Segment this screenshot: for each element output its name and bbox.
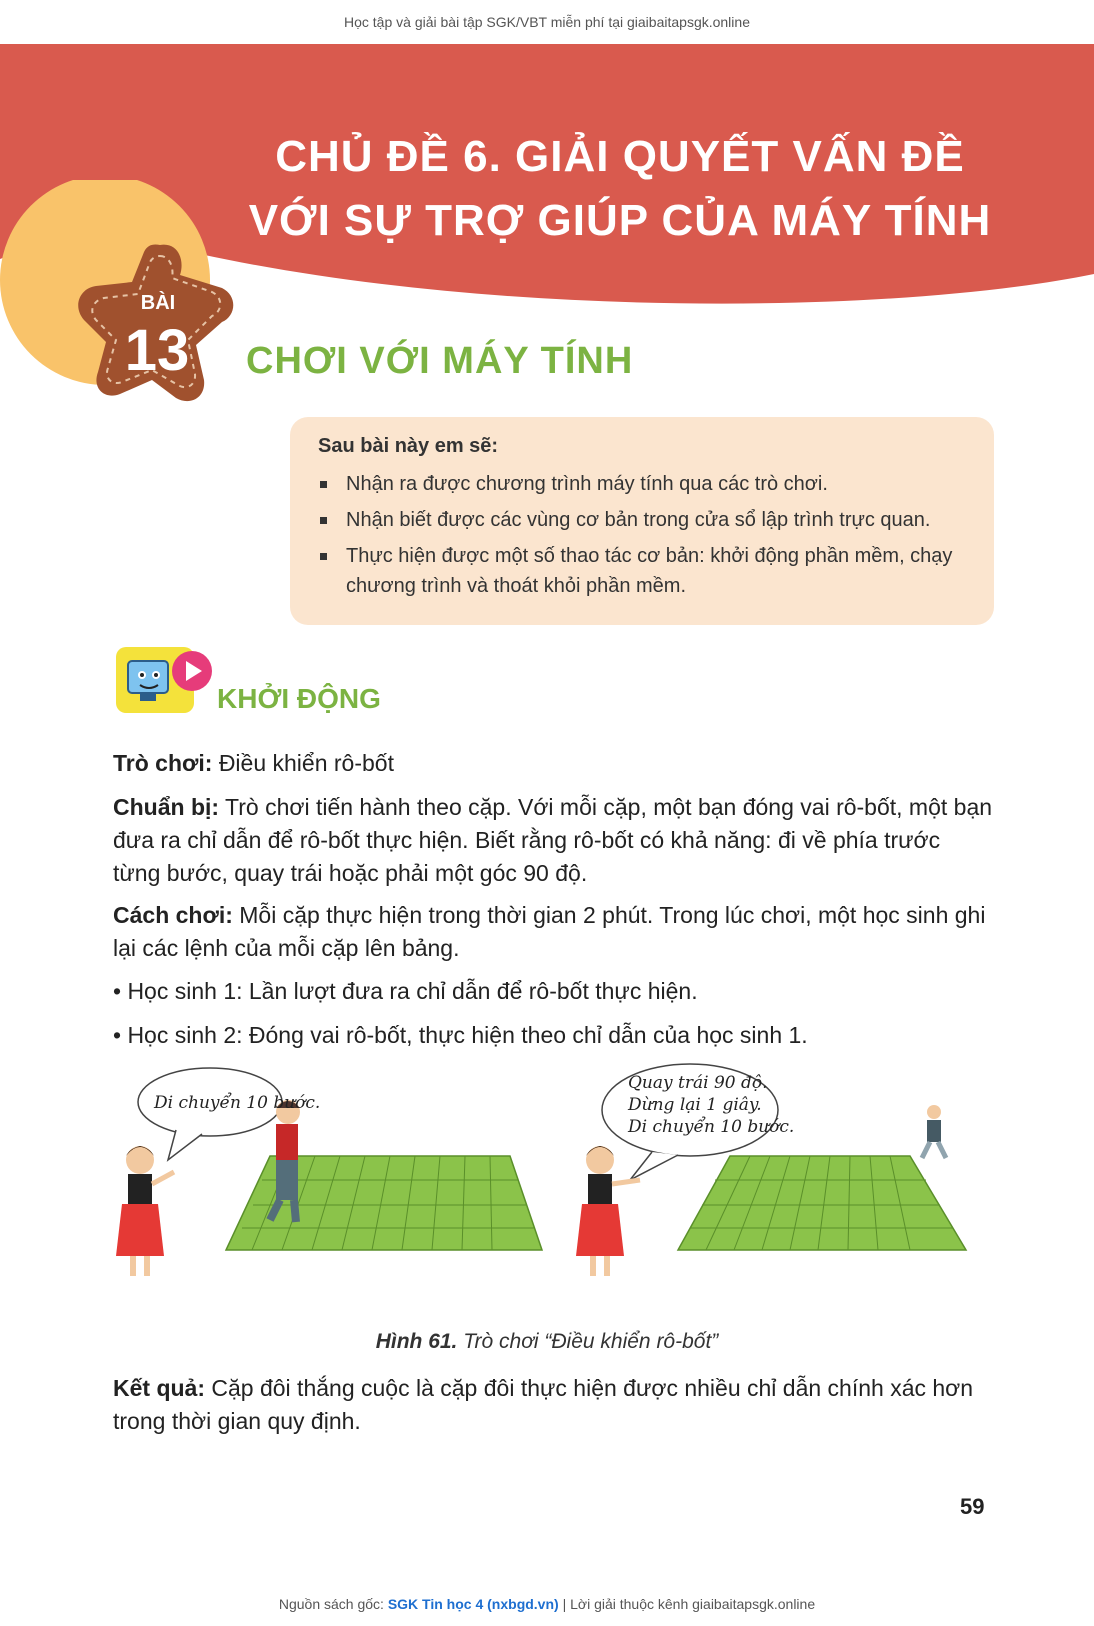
footer-note <box>0 1596 1094 1612</box>
result-paragraph <box>113 1372 993 1438</box>
objectives-list <box>318 469 978 607</box>
objective-item: Thực hiện được một số thao tác cơ bản: khởi động phần mềm, chạy chương trình và thoát khỏi phần mềm. <box>318 541 978 601</box>
chapter-title-line2: VỚI SỰ TRỢ GIÚP CỦA MÁY TÍNH <box>248 196 992 245</box>
speech-bubble-left: Di chuyển 10 bước. <box>154 1093 321 1113</box>
computer-mascot-icon <box>110 643 220 723</box>
result-text: Cặp đôi thắng cuộc là cặp đôi thực hiện được nhiều chỉ dẫn chính xác hơn trong thời gian quy định. <box>113 1375 974 1434</box>
result-label: Kết quả: <box>113 1375 205 1401</box>
howto-label: Cách chơi: <box>113 902 233 928</box>
prep-text: Trò chơi tiến hành theo cặp. Với mỗi cặp, một bạn đóng vai rô-bốt, một bạn đưa ra chỉ dẫn để rô-bốt thực hiện. Biết rằng rô-bốt có khả năng: đi về phía trước từng bước, quay trái hoặc phải một góc 90 độ. <box>113 794 993 886</box>
game-name-paragraph <box>113 747 993 780</box>
objectives-heading: Sau bài này em sẽ: <box>318 435 499 457</box>
howto-text: Mỗi cặp thực hiện trong thời gian 2 phút. Trong lúc chơi, một học sinh ghi lại các lệnh của mỗi cặp lên bảng. <box>113 902 986 961</box>
badge-label: BÀI <box>140 292 176 314</box>
lesson-title: CHƠI VỚI MÁY TÍNH <box>246 340 634 382</box>
chapter-title <box>200 125 1040 253</box>
game-name-label: Trò chơi: <box>113 750 213 776</box>
objective-item: Nhận biết được các vùng cơ bản trong cửa sổ lập trình trực quan. <box>318 505 978 535</box>
prep-paragraph <box>113 791 993 890</box>
bullet-student1: • Học sinh 1: Lần lượt đưa ra chỉ dẫn để rô-bốt thực hiện. <box>113 978 698 1004</box>
objectives-box <box>290 417 994 625</box>
prep-label: Chuẩn bị: <box>113 794 220 820</box>
speech-bubble-right <box>628 1072 794 1138</box>
footer-source-link[interactable]: SGK Tin học 4 (nxbgd.vn) <box>387 1596 559 1612</box>
figure-caption-text: Trò chơi “Điều khiển rô-bốt” <box>463 1330 719 1353</box>
objective-item: Nhận ra được chương trình máy tính qua các trò chơi. <box>318 469 978 499</box>
speech-bubble-right-line3: Di chuyển 10 bước. <box>628 1117 795 1137</box>
footer-prefix: Nguồn sách gốc: <box>278 1596 384 1612</box>
header-note: Học tập và giải bài tập SGK/VBT miễn phí tại giaibaitapsgk.online <box>344 14 750 30</box>
chapter-title-line1: CHỦ ĐỀ 6. GIẢI QUYẾT VẤN ĐỀ <box>275 132 965 181</box>
bullet-student2: • Học sinh 2: Đóng vai rô-bốt, thực hiện theo chỉ dẫn của học sinh 1. <box>113 1022 808 1048</box>
page-number: 59 <box>960 1494 985 1519</box>
game-name: Điều khiển rô-bốt <box>218 750 394 776</box>
figure-caption <box>0 1330 1094 1354</box>
speech-bubble-right-line2: Dừng lại 1 giây. <box>628 1095 762 1115</box>
footer-suffix: | Lời giải thuộc kênh giaibaitapsgk.online <box>562 1596 816 1612</box>
figure-caption-label: Hình 61. <box>375 1330 458 1353</box>
speech-bubble-right-line1: Quay trái 90 độ. <box>628 1073 768 1093</box>
badge-number: 13 <box>124 318 190 383</box>
howto-paragraph <box>113 899 993 965</box>
warmup-title: KHỞI ĐỘNG <box>217 683 381 714</box>
